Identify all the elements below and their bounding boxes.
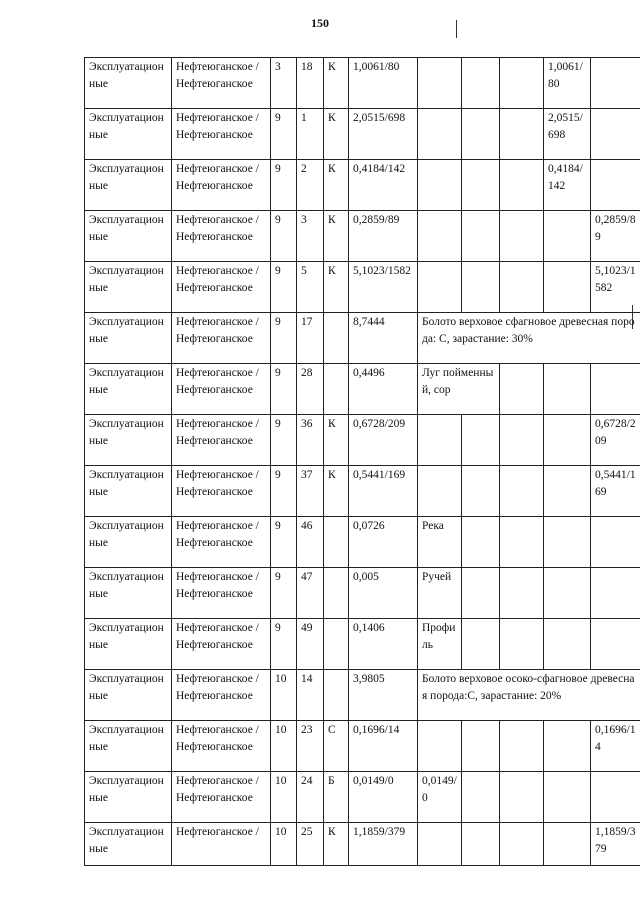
value-cell-11 — [591, 109, 640, 160]
plot-cell: 3 — [297, 211, 324, 262]
note-cell: 0,0149/0 — [418, 772, 462, 823]
value-cell-10 — [544, 415, 591, 466]
plot-cell: 24 — [297, 772, 324, 823]
plot-cell: 1 — [297, 109, 324, 160]
value-cell-8 — [462, 466, 500, 517]
purpose-cell: Эксплуатационные — [85, 772, 172, 823]
category-cell: К — [324, 415, 349, 466]
category-cell: Б — [324, 772, 349, 823]
purpose-cell: Эксплуатационные — [85, 211, 172, 262]
table-row — [85, 619, 640, 670]
table-row — [85, 772, 640, 823]
value-cell-10: 1,0061/80 — [544, 58, 591, 109]
value-cell-9 — [500, 772, 544, 823]
area-cell: 1,1859/379 — [349, 823, 418, 866]
table-row — [85, 109, 640, 160]
value-cell-9 — [500, 823, 544, 866]
table-row — [85, 670, 640, 721]
forestry-cell: Нефтеюганское / Нефтеюганское — [172, 262, 271, 313]
value-cell-11 — [591, 568, 640, 619]
value-cell-10 — [544, 823, 591, 866]
table-row — [85, 721, 640, 772]
area-cell: 0,1406 — [349, 619, 418, 670]
value-cell-8 — [462, 721, 500, 772]
forestry-cell: Нефтеюганское / Нефтеюганское — [172, 160, 271, 211]
note-cell: Луг пойменный, сор — [418, 364, 500, 415]
page-number: 150 — [311, 16, 329, 30]
purpose-cell: Эксплуатационные — [85, 109, 172, 160]
value-cell-11: 1,1859/379 — [591, 823, 640, 866]
area-cell: 0,4184/142 — [349, 160, 418, 211]
quarter-cell: 9 — [271, 211, 297, 262]
value-cell-10 — [544, 568, 591, 619]
value-cell-11: 0,2859/89 — [591, 211, 640, 262]
value-cell-8 — [462, 772, 500, 823]
forestry-cell: Нефтеюганское / Нефтеюганское — [172, 772, 271, 823]
value-cell-11: 0,6728/209 — [591, 415, 640, 466]
purpose-cell: Эксплуатационные — [85, 466, 172, 517]
category-cell — [324, 670, 349, 721]
value-cell-9 — [500, 415, 544, 466]
forestry-cell: Нефтеюганское / Нефтеюганское — [172, 670, 271, 721]
quarter-cell: 9 — [271, 109, 297, 160]
category-cell: К — [324, 262, 349, 313]
area-cell: 5,1023/1582 — [349, 262, 418, 313]
value-cell-8 — [462, 211, 500, 262]
area-cell: 2,0515/698 — [349, 109, 418, 160]
value-cell-11 — [591, 772, 640, 823]
quarter-cell: 3 — [271, 58, 297, 109]
value-cell-11 — [591, 619, 640, 670]
plot-cell: 17 — [297, 313, 324, 364]
note-cell — [418, 823, 462, 866]
category-cell — [324, 568, 349, 619]
area-cell: 0,5441/169 — [349, 466, 418, 517]
table-row — [85, 364, 640, 415]
category-cell: С — [324, 721, 349, 772]
value-cell-8 — [462, 160, 500, 211]
plot-cell: 25 — [297, 823, 324, 866]
quarter-cell: 9 — [271, 568, 297, 619]
table-row — [85, 58, 640, 109]
note-cell — [418, 415, 462, 466]
forestry-cell: Нефтеюганское / Нефтеюганское — [172, 568, 271, 619]
value-cell-11 — [591, 160, 640, 211]
quarter-cell: 9 — [271, 415, 297, 466]
value-cell-9 — [500, 58, 544, 109]
forestry-cell: Нефтеюганское / Нефтеюганское — [172, 721, 271, 772]
category-cell: К — [324, 109, 349, 160]
category-cell: К — [324, 58, 349, 109]
purpose-cell: Эксплуатационные — [85, 58, 172, 109]
plot-cell: 36 — [297, 415, 324, 466]
note-cell: Профиль — [418, 619, 462, 670]
forestry-cell: Нефтеюганское / — [172, 823, 271, 866]
table-row — [85, 517, 640, 568]
plot-cell: 2 — [297, 160, 324, 211]
forestry-cell: Нефтеюганское / Нефтеюганское — [172, 415, 271, 466]
value-cell-9 — [500, 211, 544, 262]
area-cell: 0,0149/0 — [349, 772, 418, 823]
area-cell: 0,6728/209 — [349, 415, 418, 466]
quarter-cell: 9 — [271, 619, 297, 670]
value-cell-8 — [462, 58, 500, 109]
value-cell-9 — [500, 109, 544, 160]
purpose-cell: Эксплуатационные — [85, 619, 172, 670]
note-cell — [418, 466, 462, 517]
note-cell: Река — [418, 517, 462, 568]
area-cell: 0,2859/89 — [349, 211, 418, 262]
note-cell — [418, 58, 462, 109]
value-cell-9 — [500, 721, 544, 772]
value-cell-8 — [462, 517, 500, 568]
value-cell-11 — [591, 364, 640, 415]
quarter-cell: 10 — [271, 823, 297, 866]
area-cell: 0,005 — [349, 568, 418, 619]
purpose-cell: Эксплуатационные — [85, 415, 172, 466]
quarter-cell: 9 — [271, 262, 297, 313]
forestry-cell: Нефтеюганское / Нефтеюганское — [172, 364, 271, 415]
table-row — [85, 160, 640, 211]
value-cell-8 — [462, 619, 500, 670]
purpose-cell: Эксплуатационные — [85, 721, 172, 772]
value-cell-10 — [544, 211, 591, 262]
forestry-cell: Нефтеюганское / Нефтеюганское — [172, 109, 271, 160]
table-row — [85, 568, 640, 619]
plot-cell: 37 — [297, 466, 324, 517]
purpose-cell: Эксплуатационные — [85, 160, 172, 211]
forestry-cell: Нефтеюганское / Нефтеюганское — [172, 619, 271, 670]
plot-cell: 49 — [297, 619, 324, 670]
area-cell: 0,4496 — [349, 364, 418, 415]
quarter-cell: 9 — [271, 466, 297, 517]
category-cell — [324, 364, 349, 415]
area-cell: 0,1696/14 — [349, 721, 418, 772]
plot-cell: 46 — [297, 517, 324, 568]
purpose-cell: Эксплуатационные — [85, 568, 172, 619]
value-cell-9 — [500, 568, 544, 619]
value-cell-10 — [544, 364, 591, 415]
quarter-cell: 9 — [271, 313, 297, 364]
value-cell-9 — [500, 160, 544, 211]
quarter-cell: 10 — [271, 772, 297, 823]
plot-cell: 14 — [297, 670, 324, 721]
value-cell-10 — [544, 619, 591, 670]
table-row — [85, 262, 640, 313]
note-cell — [418, 262, 462, 313]
purpose-cell: Эксплуатационные — [85, 313, 172, 364]
purpose-cell: Эксплуатационные — [85, 823, 172, 866]
category-cell — [324, 313, 349, 364]
area-cell: 0,0726 — [349, 517, 418, 568]
value-cell-11: 5,1023/1582 — [591, 262, 640, 313]
note-cell — [418, 160, 462, 211]
quarter-cell: 9 — [271, 517, 297, 568]
note-cell: Болото верховое сфагновое древесная порода: С, зарастание: 30% — [418, 313, 640, 364]
table-row — [85, 466, 640, 517]
forestry-cell: Нефтеюганское / Нефтеюганское — [172, 517, 271, 568]
category-cell: К — [324, 211, 349, 262]
scan-mark — [456, 20, 457, 38]
value-cell-11: 0,5441/169 — [591, 466, 640, 517]
value-cell-10 — [544, 721, 591, 772]
forestry-cell: Нефтеюганское / Нефтеюганское — [172, 211, 271, 262]
plot-cell: 47 — [297, 568, 324, 619]
category-cell: К — [324, 823, 349, 866]
value-cell-9 — [500, 262, 544, 313]
note-cell — [418, 109, 462, 160]
value-cell-11 — [591, 517, 640, 568]
note-cell: Ручей — [418, 568, 462, 619]
purpose-cell: Эксплуатационные — [85, 517, 172, 568]
quarter-cell: 10 — [271, 670, 297, 721]
table-body — [85, 58, 640, 866]
plot-cell: 18 — [297, 58, 324, 109]
purpose-cell: Эксплуатационные — [85, 670, 172, 721]
value-cell-11: 0,1696/14 — [591, 721, 640, 772]
value-cell-9 — [500, 364, 544, 415]
value-cell-8 — [462, 415, 500, 466]
quarter-cell: 9 — [271, 160, 297, 211]
table-row — [85, 211, 640, 262]
purpose-cell: Эксплуатационные — [85, 262, 172, 313]
purpose-cell: Эксплуатационные — [85, 364, 172, 415]
area-cell: 1,0061/80 — [349, 58, 418, 109]
value-cell-10: 2,0515/698 — [544, 109, 591, 160]
note-cell — [418, 721, 462, 772]
value-cell-8 — [462, 109, 500, 160]
value-cell-8 — [462, 568, 500, 619]
category-cell — [324, 517, 349, 568]
table-row — [85, 313, 640, 364]
note-cell: Болото верховое осоко-сфагновое древесная порода:С, зарастание: 20% — [418, 670, 640, 721]
land-plots-table — [84, 57, 640, 866]
forestry-cell: Нефтеюганское / Нефтеюганское — [172, 466, 271, 517]
value-cell-8 — [462, 823, 500, 866]
table-row — [85, 823, 640, 866]
area-cell: 8,7444 — [349, 313, 418, 364]
forestry-cell: Нефтеюганское / Нефтеюганское — [172, 58, 271, 109]
value-cell-10 — [544, 772, 591, 823]
value-cell-10: 0,4184/142 — [544, 160, 591, 211]
plot-cell: 28 — [297, 364, 324, 415]
category-cell: К — [324, 160, 349, 211]
category-cell — [324, 619, 349, 670]
value-cell-9 — [500, 466, 544, 517]
table-row — [85, 415, 640, 466]
value-cell-9 — [500, 517, 544, 568]
value-cell-10 — [544, 466, 591, 517]
plot-cell: 23 — [297, 721, 324, 772]
value-cell-11 — [591, 58, 640, 109]
quarter-cell: 9 — [271, 364, 297, 415]
category-cell: К — [324, 466, 349, 517]
area-cell: 3,9805 — [349, 670, 418, 721]
plot-cell: 5 — [297, 262, 324, 313]
value-cell-10 — [544, 517, 591, 568]
value-cell-9 — [500, 619, 544, 670]
note-cell — [418, 211, 462, 262]
value-cell-10 — [544, 262, 591, 313]
forestry-cell: Нефтеюганское / Нефтеюганское — [172, 313, 271, 364]
quarter-cell: 10 — [271, 721, 297, 772]
value-cell-8 — [462, 262, 500, 313]
